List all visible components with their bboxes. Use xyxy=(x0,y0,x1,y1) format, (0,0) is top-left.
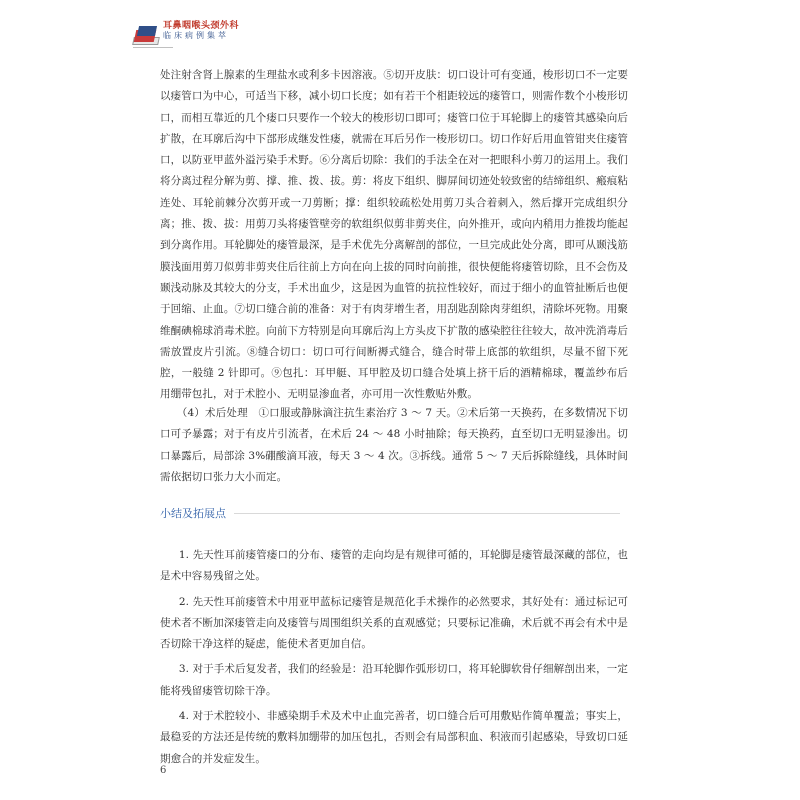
paragraph-text: （4）术后处理 ①口服或静脉滴注抗生素治疗 3 ～ 7 天。②术后第一天换药，在多数情况下切口可予暴露；对于有皮片引流者，在术后 24 ～ 48 小时抽除；每天换药，直至切口无明显渗出。切口暴露后，局部涂 3%硼酸滴耳液，每天 3 ～ 4 次。③拆线。通常 5 ～ 7 天后拆除缝线，具体时间需依据切口张力大小而定。 xyxy=(160,407,628,483)
page-number: 6 xyxy=(160,765,167,776)
header-text xyxy=(163,22,239,41)
header-divider xyxy=(133,47,173,48)
summary-point: 3. 对于手术后复发者，我们的经验是：沿耳轮脚作弧形切口，将耳轮脚软骨仔细解剖出来，一定能将残留瘘管切除干净。 xyxy=(160,663,628,697)
section-heading-text: 小结及拓展点 xyxy=(160,507,226,520)
section-heading xyxy=(160,505,620,521)
body-paragraph-postop xyxy=(160,403,628,488)
summary-point: 2. 先天性耳前瘘管术中用亚甲蓝标记瘘管是规范化手术操作的必然要求，其好处有：通过标记可使术者不断加深瘘管走向及瘘管与周围组织关系的直观感觉；只要标记准确，术后就不再会有术中是否切除干净这样的疑虑，能使术者更加自信。 xyxy=(160,595,628,651)
header-title: 耳鼻咽喉头颈外科 xyxy=(163,21,240,31)
section-heading-rule xyxy=(234,513,620,514)
body-paragraph-procedure xyxy=(160,65,628,406)
summary-list xyxy=(160,545,628,774)
summary-point: 1. 先天性耳前瘘管瘘口的分布、瘘管的走向均是有规律可循的，耳轮脚是瘘管最深藏的部位，也是术中容易残留之处。 xyxy=(160,549,628,583)
header-subtitle: 临床病例集萃 xyxy=(163,30,229,40)
paragraph-text: 处注射含肾上腺素的生理盐水或利多卡因溶液。⑤切开皮肤：切口设计可有变通，梭形切口不一定要以瘘管口为中心，可适当下移，减小切口长度；如有若干个相距较远的瘘管口，则需作数个小梭形切口，而相互靠近的几个瘘口只要作一个较大的梭形切口即可；瘘管口位于耳轮脚上的瘘管其感染向后扩散，在耳廓后沟中下部形成继发性瘘，就需在耳后另作一梭形切口。切口作好后用血管钳夹住瘘管口，以防亚甲蓝外溢污染手术野。⑥分离后切除：我们的手法全在对一把眼科小剪刀的运用上。我们将分离过程分解为剪、撑、推、拨、拔。剪：将皮下组织、脚屏间切迹处较致密的结缔组织、瘢痕粘连处、耳轮前棘分次剪开或一刀剪断；撑：组织较疏松处用剪刀头合着刺入，然后撑开完成组织分离；推、拨、拔：用剪刀头将瘘管壁旁的软组织似剪非剪夹住，向外推开，或向内稍用力推拨均能起到分离作用。耳轮脚处的瘘管最深，是手术优先分离解剖的部位，一旦完成此处分离，即可从颞浅筋膜浅面用剪刀似剪非剪夹住后往前上方向在向上拔的同时向前推，很快便能将瘘管切除，且不会伤及颞浅动脉及其较大的分支，手术出血少，这是因为血管的抗拉性较好，而过于细小的血管扯断后也便于回缩、止血。⑦切口缝合前的准备：对于有肉芽增生者，用刮匙刮除肉芽组织，清除坏死物。用聚维酮碘棉球消毒术腔。向前下方特别是向耳廓后沟上方头皮下扩散的感染腔往往较大，故冲洗消毒后需放置皮片引流。⑧缝合切口：切口可行间断褥式缝合，缝合时带上底部的软组织，尽量不留下死腔，一般缝 2 针即可。⑨包扎：耳甲艇、耳甲腔及切口缝合处填上挤干后的酒精棉球，覆盖纱布后用绷带包扎，对于术腔小、无明显渗血者，亦可用一次性敷贴外敷。 xyxy=(160,69,628,401)
running-header xyxy=(133,22,239,46)
summary-point: 4. 对于术腔较小、非感染期手术及术中止血完善者，切口缝合后可用敷贴作简单覆盖；事实上，最稳妥的方法还是传统的敷料加绷带的加压包扎，否则会有局部积血、积液而引起感染，导致切口延期愈合的并发症发生。 xyxy=(160,710,628,765)
book-logo-icon xyxy=(133,24,159,46)
